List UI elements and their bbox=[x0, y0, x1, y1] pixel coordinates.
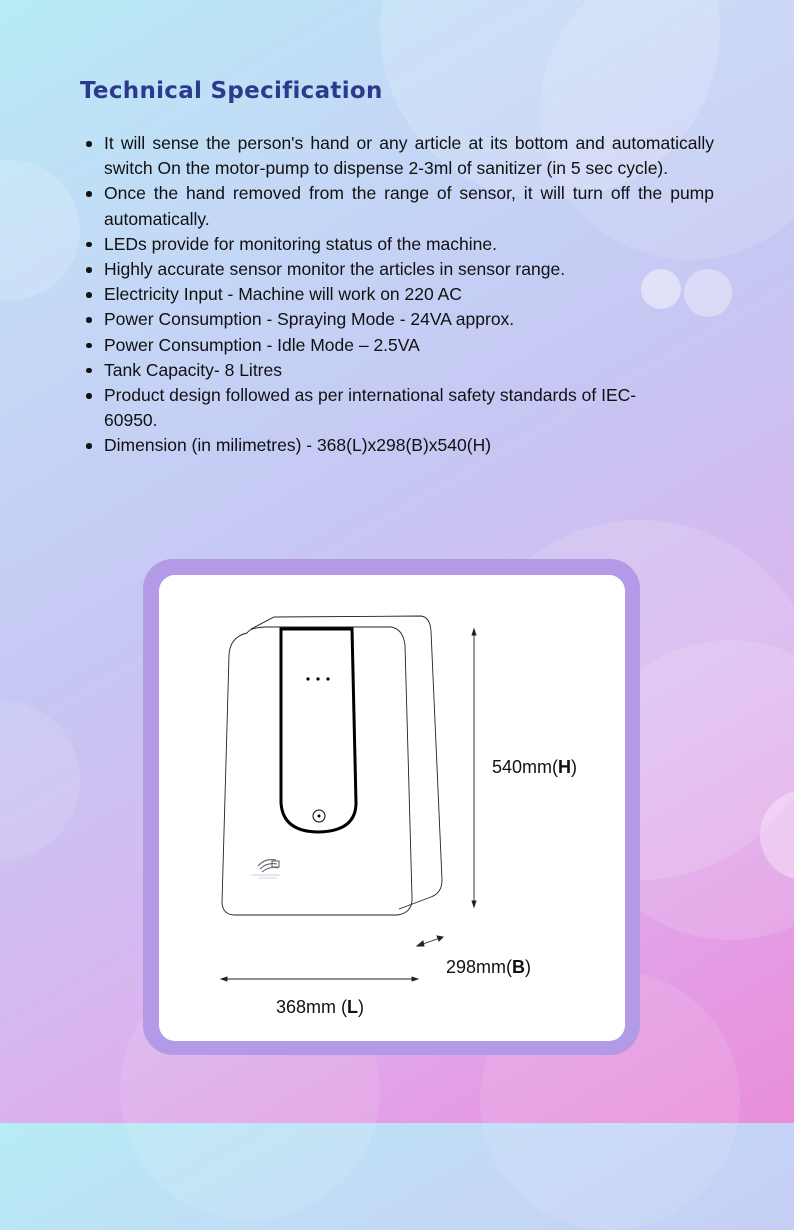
list-item: Electricity Input - Machine will work on 220 AC bbox=[104, 282, 714, 307]
list-item: Highly accurate sensor monitor the articles in sensor range. bbox=[104, 257, 714, 282]
height-letter: H bbox=[558, 757, 572, 777]
breadth-arrow bbox=[417, 936, 443, 946]
led-icon bbox=[306, 677, 309, 680]
list-item: Power Consumption - Idle Mode – 2.5VA bbox=[104, 333, 714, 358]
front-panel-strip bbox=[281, 629, 356, 832]
bokeh-circle bbox=[0, 700, 80, 860]
dimension-diagram bbox=[159, 575, 625, 1041]
list-item: Tank Capacity- 8 Litres bbox=[104, 358, 714, 383]
list-item: Power Consumption - Spraying Mode - 24VA approx. bbox=[104, 307, 714, 332]
brand-logo bbox=[258, 860, 279, 872]
breadth-letter: B bbox=[512, 957, 526, 977]
height-dimension-label: 540mm(H) bbox=[492, 757, 578, 777]
bokeh-circle bbox=[760, 790, 794, 880]
breadth-dimension-label: 298mm(B) bbox=[446, 957, 532, 977]
length-dimension-label: 368mm (L) bbox=[276, 997, 365, 1017]
dispenser-drawing bbox=[159, 575, 625, 1041]
led-icon bbox=[316, 677, 319, 680]
bokeh-circle bbox=[0, 160, 80, 300]
height-value: 540mm bbox=[492, 757, 553, 777]
list-item: Once the hand removed from the range of sensor, it will turn off the pump automatically. bbox=[104, 181, 714, 231]
list-item: Product design followed as per international safety standards of IEC-60950. bbox=[104, 383, 714, 433]
list-item: LEDs provide for monitoring status of the machine. bbox=[104, 232, 714, 257]
list-item: It will sense the person's hand or any article at its bottom and automatically switch On the motor-pump to dispense 2-3ml of sanitizer (in 5 sec cycle). bbox=[104, 131, 714, 181]
height-arrow bbox=[472, 629, 476, 907]
led-icon bbox=[326, 677, 329, 680]
dispenser-front-outline bbox=[222, 627, 412, 915]
page-title: Technical Specification bbox=[80, 78, 383, 104]
list-item: Dimension (in milimetres) - 368(L)x298(B)x540(H) bbox=[104, 433, 714, 458]
breadth-value: 298mm bbox=[446, 957, 507, 977]
length-letter: L bbox=[347, 997, 359, 1017]
specification-list bbox=[80, 131, 714, 459]
length-value: 368mm bbox=[276, 997, 342, 1017]
length-arrow bbox=[221, 977, 418, 981]
